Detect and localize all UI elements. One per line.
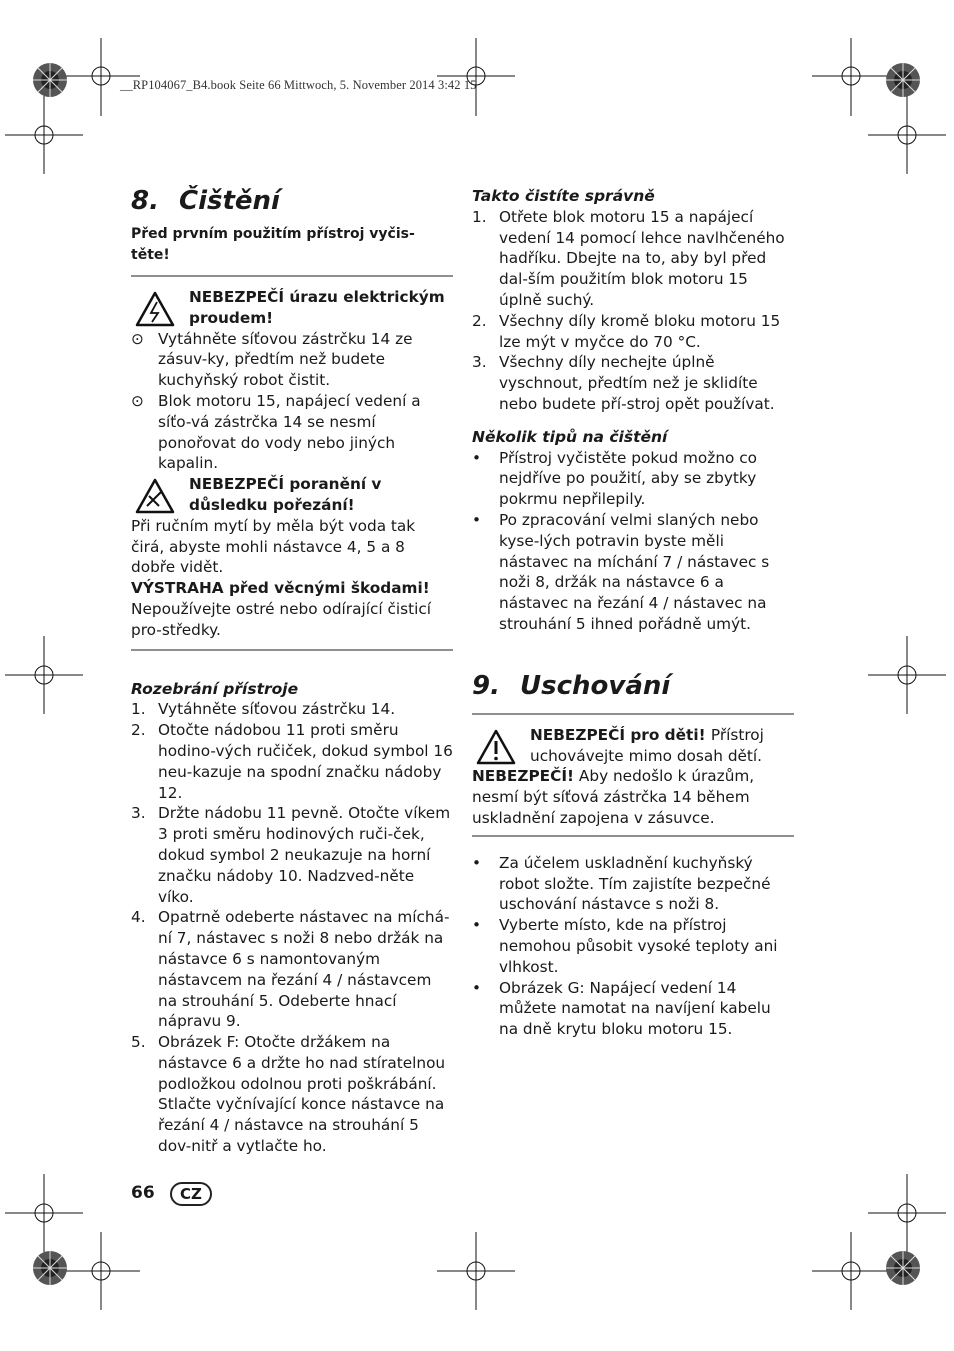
color-wheel-icon: [886, 63, 920, 97]
bullet-icon: •: [472, 853, 482, 872]
crosshair-icon: [62, 38, 140, 116]
caution-text: Nepoužívejte ostré nebo odírající čisticí pro-středky.: [131, 599, 432, 639]
list-item: 1. Vytáhněte síťovou zástrčku 14.: [131, 700, 396, 719]
crosshair-icon: [437, 1232, 515, 1310]
lead-text: Před prvním použitím přístroj vyčis-těte!: [131, 226, 415, 263]
list-item: 2. Otočte nádobou 11 proti směru hodino-vých ručiček, dokud symbol 16 neu-kazuje na spodní značku nádoby 12.: [131, 721, 453, 802]
disassembly-steps: [131, 699, 453, 1157]
right-column: [472, 186, 794, 1040]
crosshair-icon: [868, 1174, 946, 1252]
electric-warning-list: [131, 329, 453, 475]
target-bullet-icon: ⊙: [131, 391, 144, 410]
cleaning-tips: [472, 448, 794, 635]
list-item: 5. Obrázek F: Otočte držákem na nástavce 6 a držte ho nad stíratelnou podložkou odolnou proti poškrábání. Stlačte vyčnívající konce nástavce na řezání 4 / nástavce na strouhání 5 dov-nitř a vytlačte ho.: [131, 1033, 446, 1156]
warning-children: NEBEZPEČÍ pro děti! Přístroj uchovávejte mimo dosah dětí.: [472, 725, 794, 767]
warning-electric: NEBEZPEČÍ úrazu elektrickým proudem!: [131, 287, 453, 329]
list-item: • Vyberte místo, kde na přístroj nemohou působit vysoké teploty ani vlhkost.: [472, 916, 778, 976]
crosshair-icon: [5, 96, 83, 174]
storage-list: [472, 853, 794, 1040]
crosshair-icon: [5, 1174, 83, 1252]
list-item: 3. Všechny díly nechejte úplně vyschnout, předtím než je sklidíte nebo budete pří-stroj opět používat.: [472, 353, 775, 413]
section-title-storage: 9. Uschování: [472, 670, 671, 701]
bullet-icon: •: [472, 510, 482, 529]
crosshair-icon: [868, 96, 946, 174]
storage-danger: NEBEZPEČÍ! Aby nedošlo k úrazům, nesmí být síťová zástrčka 14 během uskladnění zapojena v zásuvce.: [472, 767, 755, 827]
crosshair-icon: [62, 1232, 140, 1310]
caution-title: VÝSTRAHA před věcnými škodami!: [131, 579, 430, 598]
subsection-title-tips: Několik tipů na čištění: [472, 427, 668, 446]
list-item: 3. Držte nádobu 11 pevně. Otočte víkem 3 proti směru hodinových ruči-ček, dokud symbol 2 neukazuje na horní značku nádoby 10. Nadzved-něte víko.: [131, 804, 451, 906]
bullet-icon: •: [472, 978, 482, 997]
crosshair-icon: [812, 1232, 890, 1310]
list-item: ⊙ Blok motoru 15, napájecí vedení a síťo-vá zástrčka 14 se nesmí ponořovat do vody nebo jiných kapalin.: [131, 391, 421, 473]
exclamation-warning-icon: [476, 729, 516, 765]
section-title-cleaning: 8. Čištění: [131, 186, 280, 216]
subsection-title-disassembly: Rozebrání přístroje: [131, 679, 299, 698]
bullet-icon: •: [472, 916, 482, 935]
bullet-icon: •: [472, 448, 482, 467]
color-wheel-icon: [33, 63, 67, 97]
warning-cut: NEBEZPEČÍ poranění v důsledku pořezání!: [131, 474, 453, 516]
left-column: [131, 184, 453, 1157]
list-item: 1. Otřete blok motoru 15 a napájecí vedení 14 pomocí lehce navlhčeného hadříku. Dbejte na to, aby byl před dal-ším použitím blok motoru 15 úplně suchý.: [472, 207, 785, 309]
list-item: • Po zpracování velmi slaných nebo kyse-lých potravin byste měli nástavec na míchání 7 / nástavec s noži 8, držák na nástavce 6 a nástavec na řezání 4 / nástavec na strouhání 5 ihned pořádně umýt.: [472, 510, 770, 633]
crosshair-icon: [868, 636, 946, 714]
list-item: 4. Opatrně odeberte nástavec na míchá-ní 7, nástavec s noži 8 nebo držák na nástavce 6 s namontovaným nástavcem na řezání 4 / nástavcem na strouhání 5. Odeberte hnací nápravu 9.: [131, 908, 450, 1031]
list-item: • Za účelem uskladnění kuchyňský robot složte. Tím zajistíte bezpečné uschování nástavce s noži 8.: [472, 853, 771, 914]
crosshair-icon: [437, 38, 515, 116]
correct-cleaning-steps: [472, 207, 794, 415]
crosshair-icon: [5, 636, 83, 714]
subsection-title-correct-cleaning: Takto čistíte správně: [472, 187, 655, 205]
electric-shock-warning-icon: [135, 291, 175, 327]
list-item: ⊙ Vytáhněte síťovou zástrčku 14 ze zásuv-ky, předtím než budete kuchyňský robot čistit.: [131, 329, 413, 390]
cut-hazard-warning-icon: [135, 478, 175, 514]
list-item: • Přístroj vyčistěte pokud možno co nejdříve po použití, aby se zbytky pokrmu nepřilepily.: [472, 448, 758, 509]
cut-warning-text: Při ručním mytí by měla být voda tak čirá, abyste mohli nástavce 4, 5 a 8 dobře vidět.: [131, 516, 416, 577]
target-bullet-icon: ⊙: [131, 329, 144, 348]
list-item: • Obrázek G: Napájecí vedení 14 můžete namotat na navíjení kabelu na dně krytu bloku motoru 15.: [472, 978, 771, 1039]
book-info-line: __RP104067_B4.book Seite 66 Mittwoch, 5. November 2014 3:42 15: [120, 78, 477, 92]
color-wheel-icon: [33, 1251, 67, 1285]
color-wheel-icon: [886, 1251, 920, 1285]
list-item: 2. Všechny díly kromě bloku motoru 15 lze mýt v myčce do 70 °C.: [472, 311, 781, 351]
crosshair-icon: [812, 38, 890, 116]
language-badge: CZ: [170, 1182, 212, 1206]
page-number: 66: [131, 1183, 155, 1203]
